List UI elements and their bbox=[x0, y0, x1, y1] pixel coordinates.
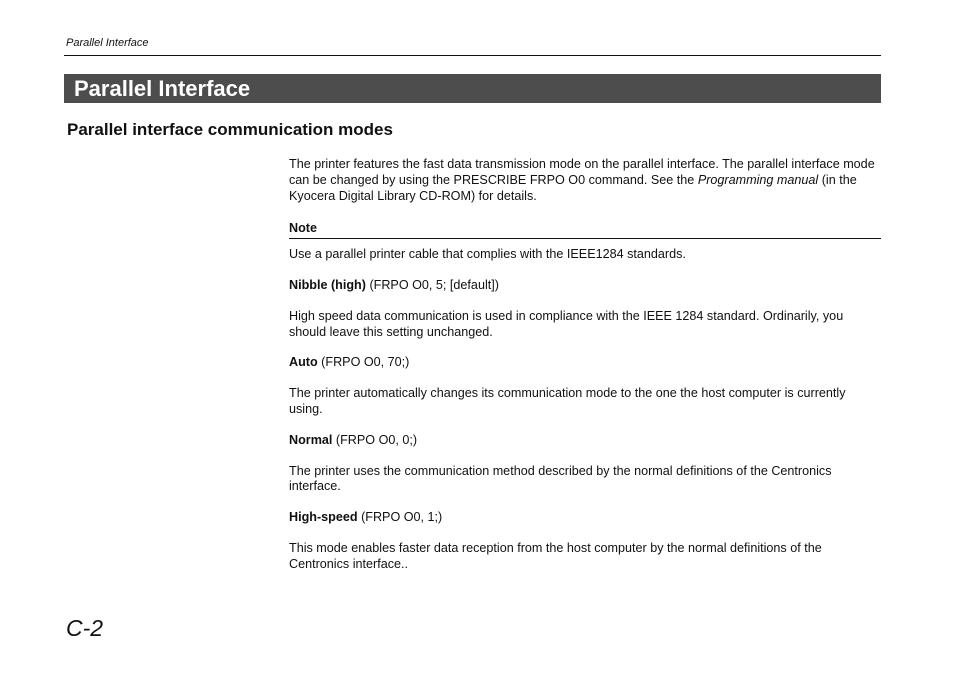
intro-text-part1: The printer features the fast data transmission mode on the parallel interface. The parallel interface mode can be changed by using the PRESCRIBE FRPO O0 command. See the bbox=[289, 157, 875, 187]
mode-description-high-speed: This mode enables faster data reception from the host computer by the normal definitions of the Centronics interface.. bbox=[289, 540, 822, 571]
mode-description-auto: The printer automatically changes its communication mode to the one the host computer is currently using. bbox=[289, 386, 846, 416]
section-heading: Parallel interface communication modes bbox=[67, 120, 393, 139]
mode-label: Normal bbox=[289, 432, 333, 447]
note-text: Use a parallel printer cable that complies with the IEEE1284 standards. bbox=[289, 247, 686, 262]
mode-description-normal: The printer uses the communication method described by the normal definitions of the Centronics interface. bbox=[289, 463, 832, 494]
mode-label: Nibble (high) bbox=[289, 277, 366, 292]
chapter-title-bar bbox=[64, 74, 881, 103]
chapter-title: Parallel Interface bbox=[74, 76, 251, 101]
intro-text-part2: (in the Kyocera Digital Library CD-ROM) for details. bbox=[289, 172, 857, 203]
header-rule bbox=[64, 55, 881, 56]
intro-paragraph bbox=[289, 157, 881, 204]
mode-command: (FRPO O0, 0;) bbox=[332, 432, 418, 447]
mode-heading-normal bbox=[289, 433, 881, 449]
mode-label: Auto bbox=[289, 355, 318, 370]
mode-heading-nibble-high bbox=[289, 278, 881, 294]
note-heading: Note bbox=[289, 221, 881, 239]
mode-heading-auto bbox=[289, 355, 881, 371]
mode-heading-high-speed bbox=[289, 510, 881, 526]
mode-command: (FRPO O0, 5; [default]) bbox=[365, 277, 499, 292]
mode-label: High-speed bbox=[289, 510, 358, 525]
mode-command: (FRPO O0, 70;) bbox=[317, 355, 410, 370]
page-number: C-2 bbox=[66, 615, 104, 641]
mode-command: (FRPO O0, 1;) bbox=[357, 510, 443, 525]
mode-description-nibble-high: High speed data communication is used in compliance with the IEEE 1284 standard. Ordinarily, you should leave this setting unchanged. bbox=[289, 308, 844, 339]
programming-manual-reference: Programming manual bbox=[697, 172, 819, 187]
body-column bbox=[289, 157, 881, 588]
running-header: Parallel Interface bbox=[66, 37, 149, 49]
